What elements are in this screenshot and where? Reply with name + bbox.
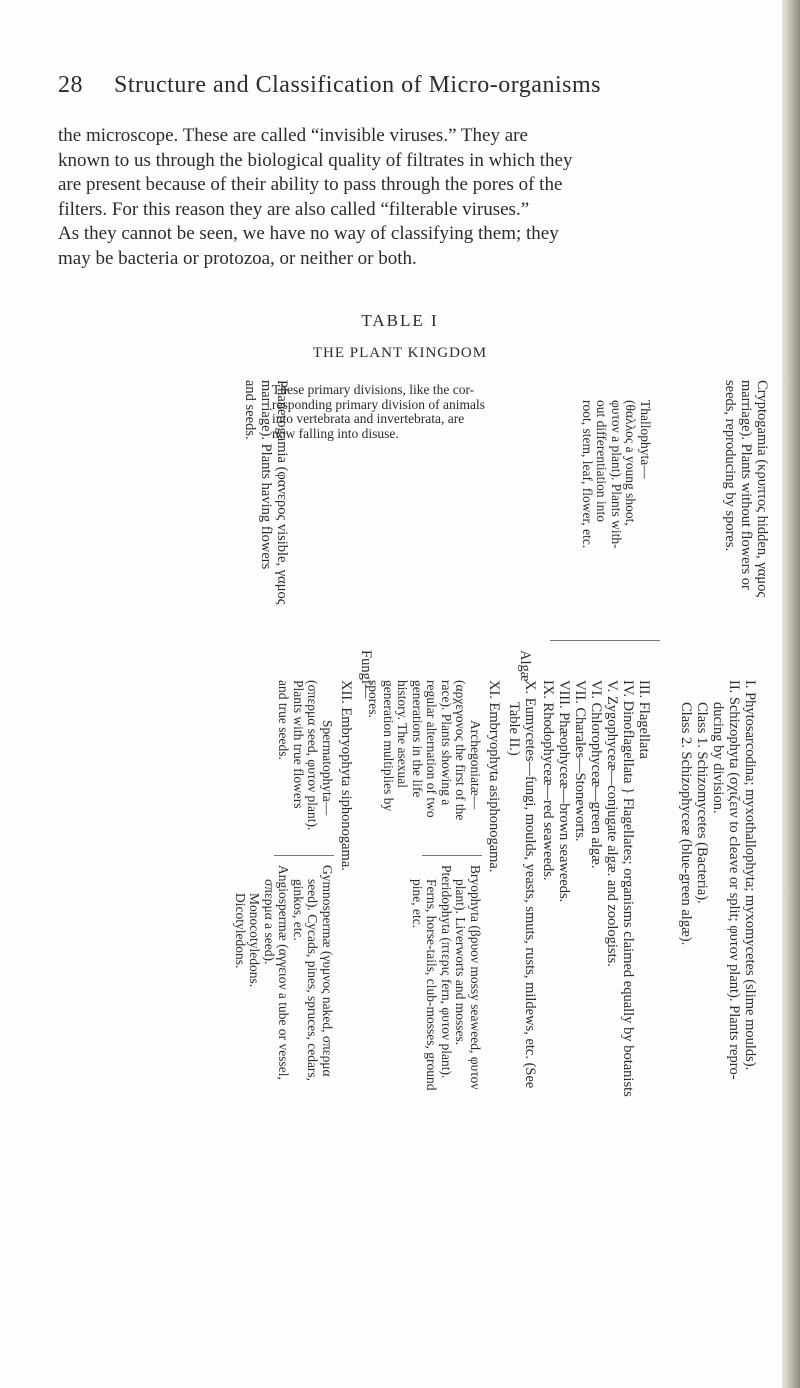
body-line: known to us through the biological quality of filtrates in which they bbox=[58, 149, 573, 171]
body-line: As they cannot be seen, we have no way of classifying them; they bbox=[58, 223, 559, 245]
rotated-table bbox=[233, 380, 770, 1380]
archegoniatae-line: spores. bbox=[366, 680, 382, 718]
angio-line: Monocotyledons. bbox=[247, 893, 263, 988]
groups-i-ii bbox=[678, 680, 758, 1080]
angio-line: Angiospermæ (αγγειον a tube or vessel, bbox=[276, 865, 292, 1080]
archegoniatae-line: (αρχεγονος the first of the bbox=[453, 680, 469, 821]
body-line: may be bacteria or protozoa, or neither or both. bbox=[58, 247, 417, 269]
body-line: the microscope. These are called “invisible viruses.” They are bbox=[58, 125, 528, 146]
bryo-line: Pteridophyta (πτερις fern, φυτον plant). bbox=[439, 865, 454, 1079]
fungi-label: Fungi— bbox=[358, 650, 374, 699]
phanerogamia-entry bbox=[242, 380, 290, 605]
group-xi: XI. Embryophyta asiphonogama. bbox=[486, 680, 502, 873]
group-line: I. Phytosarcodina; myxothallophyta; myxomycetes (slime moulds). bbox=[742, 680, 758, 1071]
bryo-line: Bryophyta (βρυον mossy seaweed, φυτον bbox=[468, 865, 483, 1090]
archegoniatae-entry bbox=[366, 680, 482, 820]
fungi-group-line: X. Eumycetes—fungi, moulds, yeasts, smuts, rusts, mildews, etc. (See bbox=[522, 680, 538, 1089]
fungi-group bbox=[506, 680, 538, 1088]
note-line: These primary divisions, like the cor- bbox=[272, 382, 475, 397]
gymno-line: ginkos, etc. bbox=[291, 879, 306, 941]
spermatophyta-line: and true seeds. bbox=[276, 680, 292, 760]
note-line: responding primary division of animals bbox=[272, 396, 485, 412]
thallophyta-line: (θαλλος a young shoot, bbox=[623, 400, 639, 526]
phanerogamia-line: Phanerogamia (φανερος visible, γαμος bbox=[274, 380, 290, 605]
group-line: Class 1. Schizomycetes (Bacteria). bbox=[694, 702, 710, 904]
body-line: filters. For this reason they are also called “filterable viruses.” bbox=[58, 198, 530, 220]
algae-group-line: IX. Rhodophyceæ—red seaweeds. bbox=[540, 680, 556, 881]
running-header bbox=[58, 72, 758, 99]
thallophyta-brace bbox=[550, 640, 660, 641]
fungi-group-line: Table II.) bbox=[506, 702, 522, 756]
thallophyta-line: Thallophyta— bbox=[638, 400, 653, 479]
algae-group-line: VI. Chlorophyceæ—green algæ. bbox=[588, 680, 604, 869]
thallophyta-line: root, stem, leaf, flower, etc. bbox=[580, 400, 595, 549]
algae-group-line: VIII. Phæophyceæ—brown seaweeds. bbox=[556, 680, 572, 903]
bryo-line: plant). Liverworts and mosses. bbox=[453, 879, 469, 1046]
cryptogamia-line: seeds, reproducing by spores. bbox=[722, 380, 738, 552]
group-line: Class 2. Schizophyceæ (blue-green algæ). bbox=[678, 702, 694, 946]
note-line: into vertebrata and invertebrata, are bbox=[272, 411, 465, 426]
spermatophyta-brace bbox=[274, 855, 334, 856]
archegoniatae-line: regular alternation of two bbox=[424, 680, 440, 818]
angio-line: Dicotyledons. bbox=[233, 893, 248, 969]
table-subtitle: THE PLANT KINGDOM bbox=[312, 345, 488, 361]
thallophyta-line: φυτον a plant). Plants with- bbox=[609, 400, 624, 549]
algae-group-line: VII. Charales—Stoneworts. bbox=[572, 680, 588, 842]
archegoniatae-line: generations in the life bbox=[410, 680, 425, 798]
bryo-pterido-entry bbox=[410, 865, 483, 1090]
archegoniatae-line: generation multiplies by bbox=[381, 680, 396, 812]
spermatophyta-line: Spermatophyta— bbox=[320, 720, 335, 816]
cryptogamia-line: Cryptogamia (κρυπτος hidden, γαμος bbox=[754, 380, 770, 598]
running-title: Structure and Classification of Micro-organisms bbox=[114, 72, 601, 98]
cryptogamia-entry bbox=[722, 380, 770, 597]
gymno-line: seed). Cycads, pines, spruces, cedars, bbox=[305, 879, 321, 1082]
book-spine-shadow bbox=[782, 0, 800, 1388]
group-xii: XII. Embryophyta siphonogama. bbox=[338, 680, 354, 871]
table-title: TABLE I bbox=[361, 311, 439, 330]
archegoniatae-line: Archegoniatæ— bbox=[468, 720, 483, 810]
spermatophyta-entry bbox=[276, 680, 334, 830]
algae-label: Algæ bbox=[517, 650, 533, 682]
algae-group-line: V. Zygophyceæ—conjugate algæ. and zoologists. bbox=[604, 680, 620, 967]
page-number: 28 bbox=[58, 72, 83, 98]
algae-group-line: III. Flagellata bbox=[636, 680, 652, 759]
gymno-line: Gymnospermæ (γυμνος naked, σπερμα bbox=[320, 865, 335, 1077]
archegoniatae-line: race). Plants showing a bbox=[439, 680, 454, 806]
algae-group-line: IV. Dinoflagellata } Flagellates; organisms claimed equally by botanists bbox=[620, 680, 636, 1097]
gymno-angio-entry bbox=[233, 865, 335, 1081]
thallophyta-line: out differentiation into bbox=[594, 400, 610, 522]
body-paragraph bbox=[58, 124, 750, 272]
phanerogamia-line: marriage). Plants having flowers bbox=[258, 380, 274, 570]
archegoniatae-line: history. The asexual bbox=[395, 680, 411, 788]
note-line: now falling into disuse. bbox=[272, 425, 399, 441]
angio-line: σπερμα a seed). bbox=[262, 879, 277, 965]
archegoniatae-brace bbox=[422, 855, 482, 856]
bryo-line: Ferns, horse-tails, club-mosses, ground bbox=[424, 879, 440, 1091]
spermatophyta-line: (σπερμα seed, φυτον plant). bbox=[305, 680, 321, 831]
bryo-line: pine, etc. bbox=[410, 879, 425, 929]
thallophyta-entry bbox=[580, 400, 653, 549]
cryptogamia-line: marriage). Plants without flowers or bbox=[738, 380, 754, 590]
phanerogamia-line: and seeds. bbox=[242, 380, 258, 440]
group-line: II. Schizophyta (σχιζειν to cleave or split; φυτον plant). Plants repro- bbox=[726, 680, 742, 1080]
algae-groups bbox=[540, 680, 652, 1097]
group-line: ducing by division. bbox=[710, 702, 726, 814]
spermatophyta-line: Plants with true flowers bbox=[291, 680, 306, 809]
body-line: are present because of their ability to pass through the pores of the bbox=[58, 174, 563, 196]
